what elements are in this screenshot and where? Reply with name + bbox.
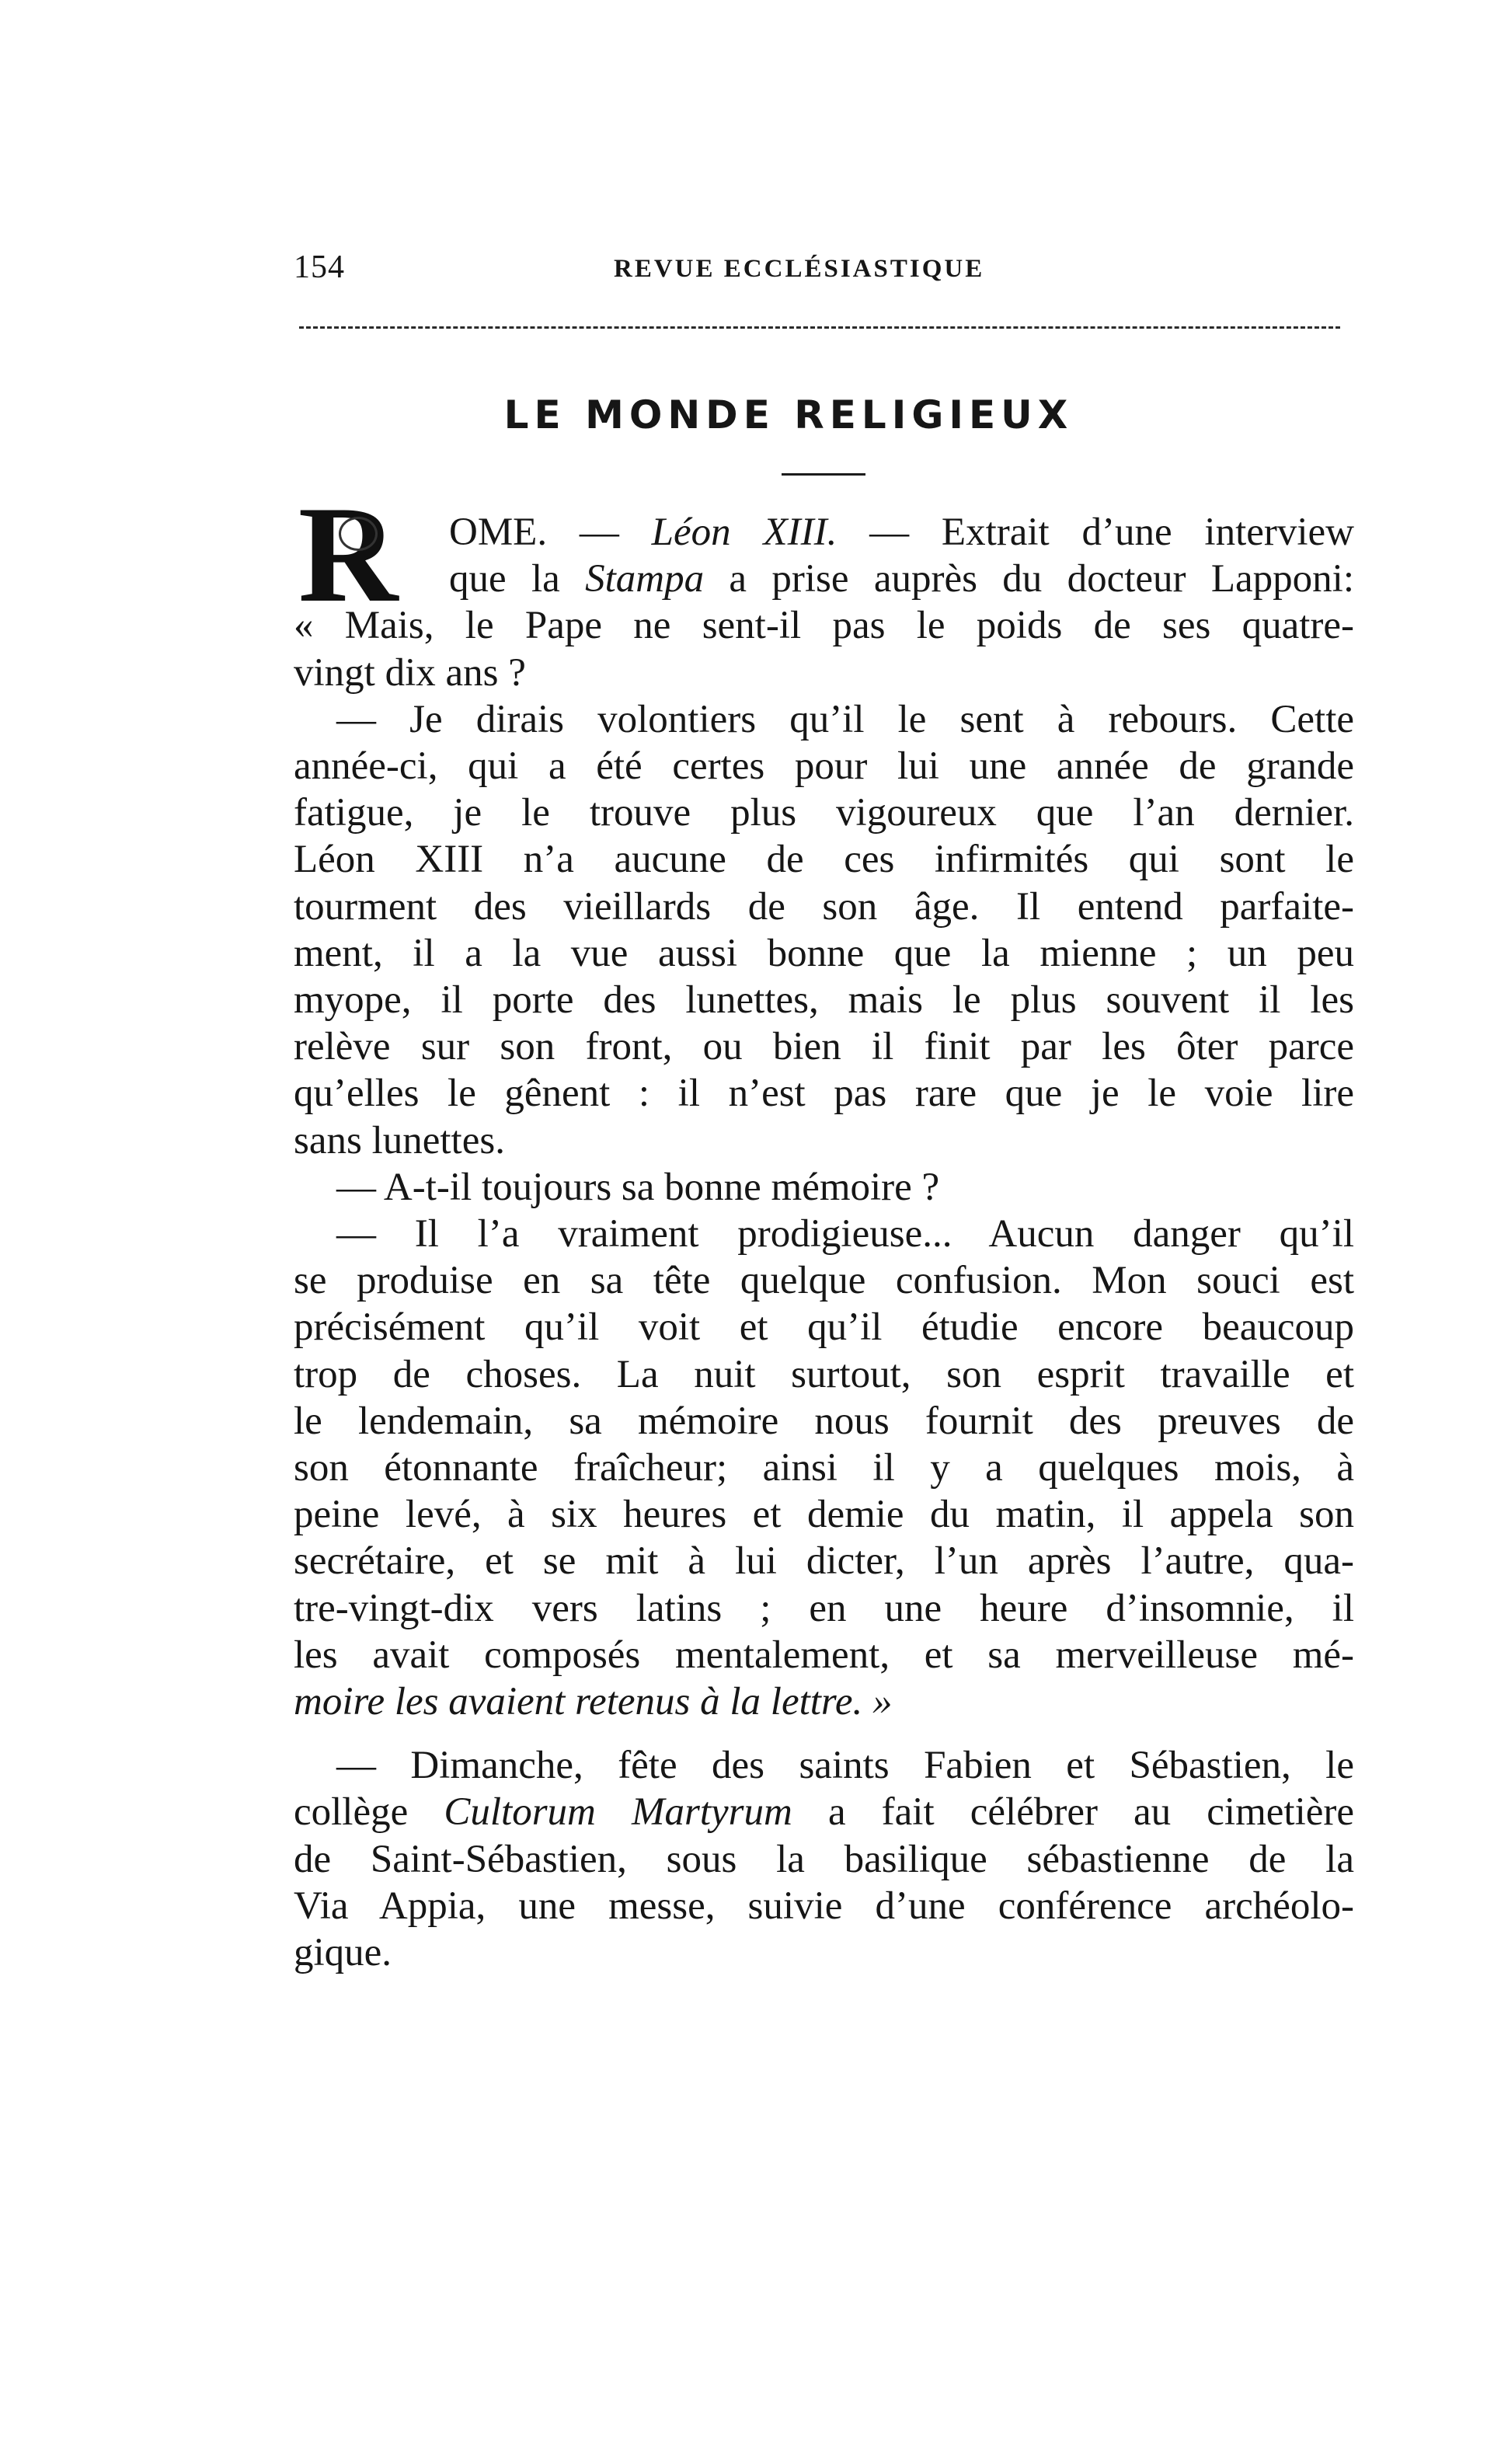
text-line: collège Cultorum Martyrum a fait célébrer au cimetière <box>294 1790 1354 1835</box>
text-line: Léon XIII n’a aucune de ces infirmités qui sont le <box>294 838 1354 882</box>
text-line: — Je dirais volontiers qu’il le sent à rebours. Cette <box>336 697 1354 741</box>
text-line: de Saint-Sébastien, sous la basilique sébastienne de la <box>294 1837 1354 1881</box>
text-line: le lendemain, sa mémoire nous fournit des preuves de <box>294 1399 1354 1443</box>
text-line: année-ci, qui a été certes pour lui une année de grande <box>294 744 1354 789</box>
text-line: — A-t-il toujours sa bonne mémoire ? <box>336 1165 940 1209</box>
text-line: — Il l’a vraiment prodigieuse... Aucun danger qu’il <box>336 1212 1354 1256</box>
text-line: — Dimanche, fête des saints Fabien et Sébastien, le <box>336 1744 1354 1788</box>
text-line: fatigue, je le trouve plus vigoureux que l’an dernier. <box>294 791 1354 835</box>
text-line: tre-vingt-dix vers latins ; en une heure d’insomnie, il <box>294 1586 1354 1630</box>
text-line: son étonnante fraîcheur; ainsi il y a quelques mois, à <box>294 1446 1354 1490</box>
text-line: Via Appia, une messe, suivie d’une conférence archéolo- <box>294 1884 1354 1928</box>
text-line: OME. — Léon XIII. — Extrait d’une interview <box>449 511 1354 554</box>
text-line: précisément qu’il voit et qu’il étudie encore beaucoup <box>294 1305 1354 1350</box>
drop-cap-letter: R <box>298 476 399 631</box>
text-line: vingt dix ans ? <box>294 650 526 695</box>
text-line: les avait composés mentalement, et sa merveilleuse mé- <box>294 1633 1354 1677</box>
text-line: peine levé, à six heures et demie du matin, il appela son <box>294 1493 1354 1537</box>
text-line: qu’elles le gênent : il n’est pas rare que je le voie lire <box>294 1072 1354 1116</box>
text-line: trop de choses. La nuit surtout, son esprit travaille et <box>294 1352 1354 1396</box>
page-number: 154 <box>294 249 345 285</box>
text-line: gique. <box>294 1931 392 1975</box>
section-title: LE MONDE RELIGIEUX <box>503 392 1074 437</box>
header-rule <box>299 326 1340 329</box>
text-line: que la Stampa a prise auprès du docteur Lapponi: <box>449 557 1354 601</box>
title-rule <box>782 473 865 476</box>
text-line: « Mais, le Pape ne sent-il pas le poids de ses quatre- <box>294 604 1354 648</box>
article-body <box>294 509 1354 1976</box>
running-head: REVUE ECCLÉSIASTIQUE <box>614 255 985 283</box>
text-line: relève sur son front, ou bien il finit par les ôter parce <box>294 1025 1354 1069</box>
text-line: tourment des vieillards de son âge. Il entend parfaite- <box>294 884 1354 929</box>
text-line: sans lunettes. <box>294 1118 505 1162</box>
text-line: ment, il a la vue aussi bonne que la mienne ; un peu <box>294 931 1354 975</box>
text-line: se produise en sa tête quelque confusion. Mon souci est <box>294 1259 1354 1303</box>
text-line: moire les avaient retenus à la lettre. » <box>294 1680 893 1724</box>
text-line: myope, il porte des lunettes, mais le plus souvent il les <box>294 978 1354 1023</box>
text-line: secrétaire, et se mit à lui dicter, l’un après l’autre, qua- <box>294 1539 1354 1584</box>
